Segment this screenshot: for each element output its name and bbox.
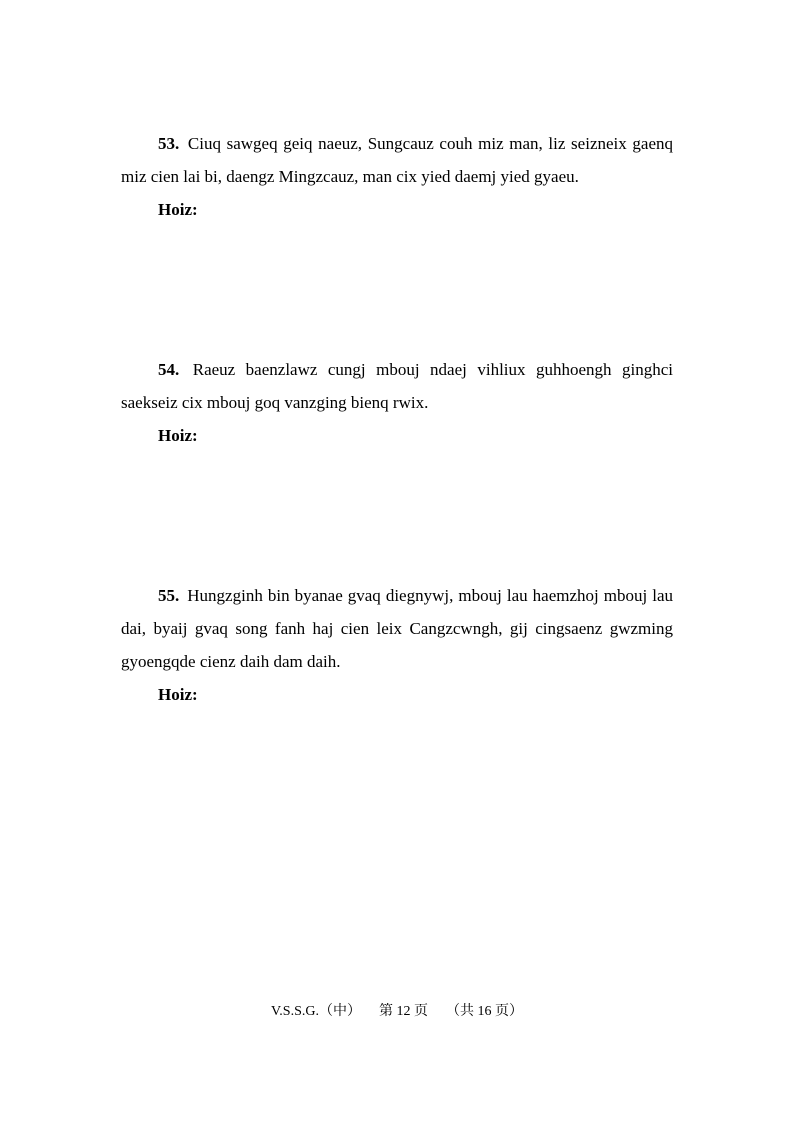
answer-label: Hoiz: — [158, 426, 198, 445]
exam-code: V.S.S.G.（中） — [271, 1004, 361, 1019]
answer-label: Hoiz: — [158, 685, 198, 704]
question-body: Ciuq sawgeq geiq naeuz, Sungcauz couh miz man, liz seizneix gaenq miz cien lai bi, daengz Mingzcauz, man cix yied daemj yied gyaeu. — [121, 134, 673, 186]
answer-label: Hoiz: — [158, 200, 198, 219]
question-number: 55. — [158, 586, 180, 605]
question-55 — [121, 579, 673, 711]
question-text — [121, 127, 673, 193]
question-53 — [121, 127, 673, 226]
question-body: Raeuz baenzlawz cungj mbouj ndaej vihliux guhhoengh ginghci saekseiz cix mbouj goq vanzging bienq rwix. — [121, 360, 674, 412]
question-54 — [121, 353, 673, 452]
question-text — [121, 353, 673, 419]
question-body: Hungzginh bin byanae gvaq diegnywj, mbouj lau haemzhoj mbouj lau dai, byaij gvaq song fanh haj cien leix Cangzcwngh, gij cingsaenz gwzming gyoengqde cienz daih dam daih. — [121, 586, 674, 671]
question-number: 53. — [158, 134, 180, 153]
page-footer — [0, 1002, 794, 1022]
total-pages: （共 16 页） — [446, 1004, 523, 1019]
question-text — [121, 579, 673, 678]
page-number: 第 12 页 — [379, 1004, 428, 1019]
question-number: 54. — [158, 360, 180, 379]
